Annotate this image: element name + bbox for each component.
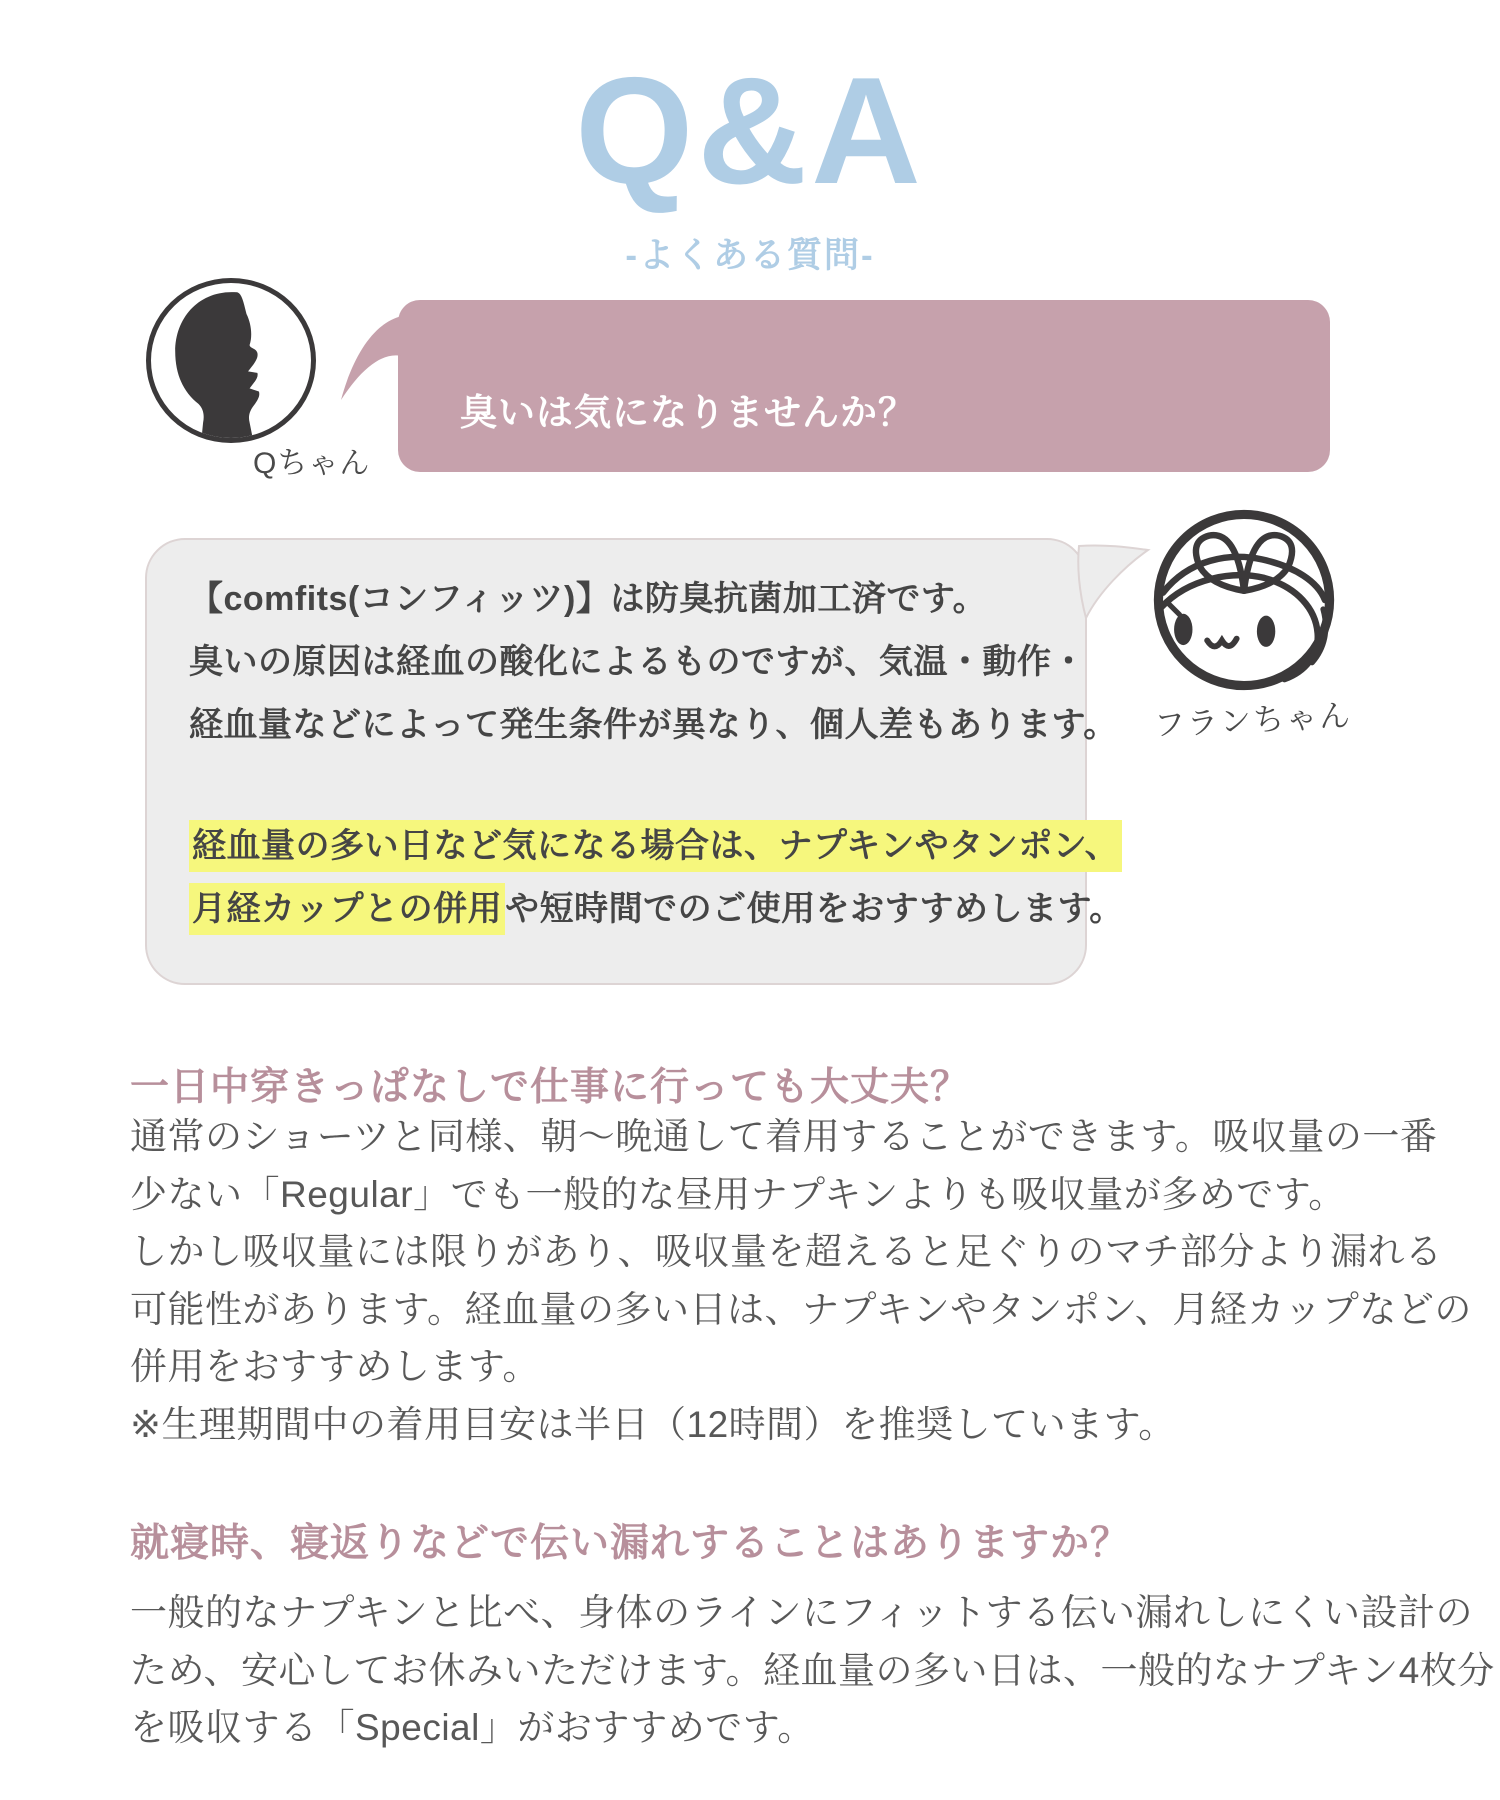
- answer-bubble: [145, 538, 1124, 985]
- page-subtitle: -よくある質問-: [625, 236, 875, 275]
- answer-highlight-line: [189, 815, 1120, 878]
- qchan-avatar-label: Qちゃん: [253, 447, 371, 480]
- faq-answer-1: [130, 1108, 1472, 1453]
- faq-answer-line: 少ない「Regular」でも一般的な昼用ナプキンよりも吸収量が多めです。: [130, 1173, 1346, 1215]
- faq-question-1: 一日中穿きっぱなしで仕事に行っても大丈夫？: [130, 1066, 971, 1109]
- woman-profile-silhouette-icon: [151, 283, 311, 438]
- plain-text: や短時間でのご使用をおすすめします。: [505, 890, 1124, 928]
- answer-bubble-tail: [1077, 542, 1151, 624]
- answer-text: [189, 568, 1124, 941]
- question-text: 臭いは気になりませんか？: [460, 392, 916, 433]
- faq-answer-line: しかし吸収量には限りがあり、吸収量を超えると足ぐりのマチ部分より漏れる: [130, 1231, 1443, 1272]
- highlighted-text: 月経カップとの併用: [189, 883, 505, 935]
- highlighted-text: 経血量の多い日など気になる場合は、ナプキンやタンポン、: [189, 820, 1122, 872]
- faq-answer-line: 一般的なナプキンと比べ、身体のラインにフィットする伝い漏れしにくい設計の: [130, 1592, 1473, 1633]
- faq-answer-2: [130, 1584, 1495, 1757]
- franchan-avatar: [1152, 508, 1336, 692]
- faq-question-2: 就寝時、寝返りなどで伝い漏れすることはありますか？: [130, 1522, 1131, 1565]
- faq-answer-line: ※生理期間中の着用目安は半日（12時間）を推奨しています。: [130, 1403, 1176, 1445]
- qchan-avatar: [146, 278, 316, 443]
- faq-answer-line: ため、安心してお休みいただけます。経血量の多い日は、一般的なナプキン4枚分: [130, 1649, 1495, 1691]
- faq-answer-line: を吸収する「Special」がおすすめです。: [130, 1707, 815, 1748]
- answer-highlight-line: [189, 878, 1124, 941]
- question-bubble: [398, 300, 1330, 472]
- answer-line: 【comfits(コンフィッツ)】は防臭抗菌加工済です。: [189, 580, 988, 618]
- faq-answer-line: 可能性があります。経血量の多い日は、ナプキンやタンポン、月経カップなどの: [130, 1288, 1472, 1330]
- answer-line: 臭いの原因は経血の酸化によるものですが、気温・動作・: [189, 643, 1086, 681]
- answer-highlight-block: [189, 815, 1124, 941]
- franchan-mascot-face-icon: [1152, 508, 1336, 692]
- question-bubble-tail: [338, 312, 402, 404]
- faq-answer-line: 併用をおすすめします。: [130, 1346, 540, 1387]
- franchan-avatar-label: フランちゃん: [1153, 697, 1353, 743]
- faq-answer-line: 通常のショーツと同様、朝～晩通して着用することができます。吸収量の一番: [130, 1116, 1438, 1157]
- answer-line: 経血量などによって発生条件が異なり、個人差もあります。: [189, 706, 1118, 744]
- page-title: Q&A: [575, 46, 925, 216]
